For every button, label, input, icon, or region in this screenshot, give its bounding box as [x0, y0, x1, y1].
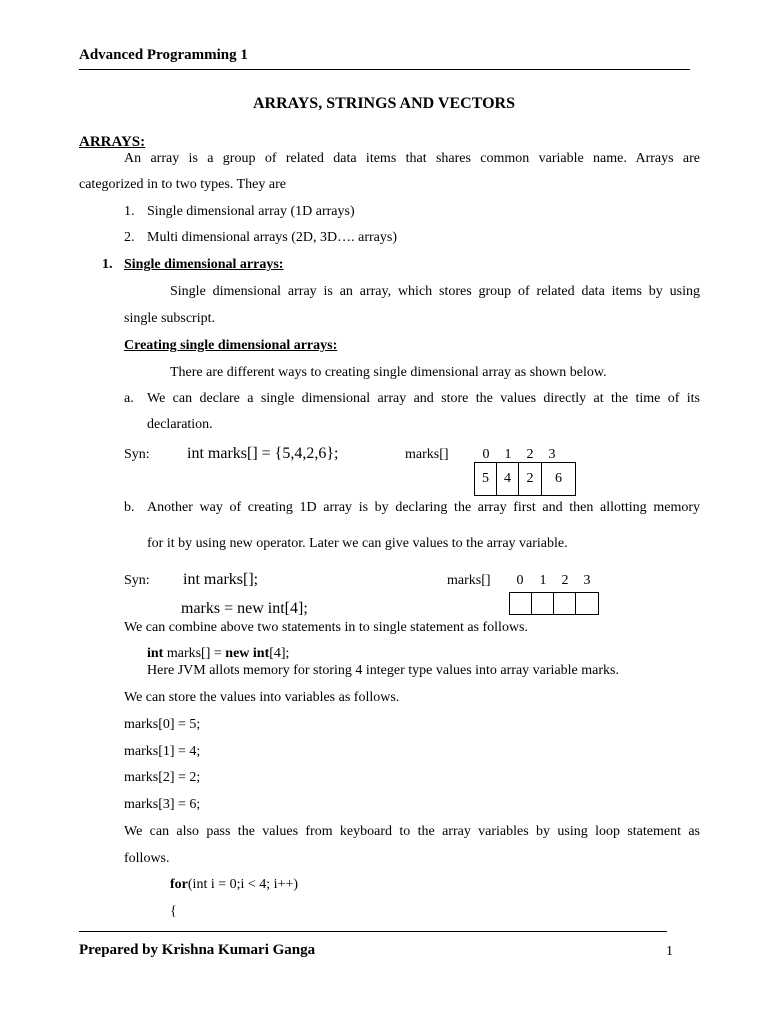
index-label: 3	[548, 447, 556, 462]
array-cell: 2	[518, 462, 542, 496]
section1-desc-line2: single subscript.	[124, 311, 215, 326]
syn-code-declare: int marks[];	[183, 571, 259, 588]
index-label: 2	[526, 447, 534, 462]
array-cell-empty	[509, 592, 532, 615]
assignment-line: marks[2] = 2;	[124, 770, 201, 785]
index-label: 0	[482, 447, 490, 462]
code-text: (int i = 0;i < 4; i++)	[187, 877, 299, 892]
combine-text: We can combine above two statements in to single statement as follows.	[124, 620, 528, 635]
code-text: marks[] =	[163, 646, 226, 661]
item-a-line1: We can declare a single dimensional array and store the values directly at the time of its	[147, 391, 700, 406]
keyboard-line1: We can also pass the values from keyboard to the array variables by using loop statement as	[124, 824, 700, 839]
item-b-line2: for it by using new operator. Later we can give values to the array variable.	[147, 536, 568, 551]
page-title: ARRAYS, STRINGS AND VECTORS	[252, 95, 515, 112]
array-label: marks[]	[405, 447, 449, 462]
section1-heading: Single dimensional arrays:	[124, 257, 284, 272]
section1-desc-line1: Single dimensional array is an array, which stores group of related data items by using	[170, 284, 700, 299]
list-number: 2.	[124, 230, 135, 245]
array-cell-empty	[531, 592, 554, 615]
section1-number: 1.	[102, 257, 113, 272]
arrays-intro-line2: categorized in to two types. They are	[79, 177, 286, 192]
code-keyword: for	[170, 877, 188, 892]
loop-code	[170, 876, 298, 894]
jvm-text: Here JVM allots memory for storing 4 integer type values into array variable marks.	[147, 663, 619, 678]
array-cell: 5	[474, 462, 497, 496]
syn-label: Syn:	[124, 573, 150, 588]
list-text: Single dimensional array (1D arrays)	[147, 204, 355, 219]
keyboard-line2: follows.	[124, 851, 170, 866]
array-cell: 4	[496, 462, 519, 496]
array-cell-empty	[553, 592, 576, 615]
creating-intro: There are different ways to creating single dimensional array as shown below.	[170, 365, 607, 380]
list-item-type-2	[124, 229, 397, 247]
list-item-type-1	[124, 203, 355, 221]
code-keyword: new int	[225, 646, 270, 661]
index-label: 1	[504, 447, 512, 462]
array-cell: 6	[541, 462, 576, 496]
store-text: We can store the values into variables as follows.	[124, 690, 400, 705]
footer-author: Prepared by Krishna Kumari Ganga	[79, 942, 316, 958]
item-a-line2: declaration.	[147, 417, 213, 432]
item-b-line1: Another way of creating 1D array is by declaring the array first and then allotting memory	[147, 500, 700, 515]
index-label: 0	[516, 573, 524, 588]
array-cell-empty	[575, 592, 599, 615]
item-a-letter: a.	[124, 391, 134, 406]
list-text: Multi dimensional arrays (2D, 3D…. arrays)	[147, 230, 397, 245]
footer-rule	[79, 931, 667, 932]
page-number: 1	[666, 944, 673, 959]
index-label: 2	[561, 573, 569, 588]
assignment-line: marks[0] = 5;	[124, 717, 201, 732]
list-number: 1.	[124, 204, 135, 219]
assignment-line: marks[1] = 4;	[124, 744, 201, 759]
code-keyword: int	[147, 646, 164, 661]
item-b-letter: b.	[124, 500, 135, 515]
arrays-heading: ARRAYS:	[79, 134, 146, 150]
index-label: 3	[583, 573, 591, 588]
syn-code: int marks[] = {5,4,2,6};	[187, 445, 339, 462]
header-rule	[79, 69, 690, 70]
syn-code-allocate: marks = new int[4];	[181, 600, 308, 617]
arrays-intro-line1: An array is a group of related data items that shares common variable name. Arrays are	[124, 151, 700, 166]
array-label: marks[]	[447, 573, 491, 588]
header-title: Advanced Programming 1	[79, 47, 248, 63]
loop-brace: {	[170, 904, 177, 919]
combined-code	[147, 645, 289, 663]
assignment-line: marks[3] = 6;	[124, 797, 201, 812]
creating-heading: Creating single dimensional arrays:	[124, 338, 338, 353]
index-label: 1	[539, 573, 547, 588]
code-text: [4];	[269, 646, 290, 661]
syn-label: Syn:	[124, 447, 150, 462]
